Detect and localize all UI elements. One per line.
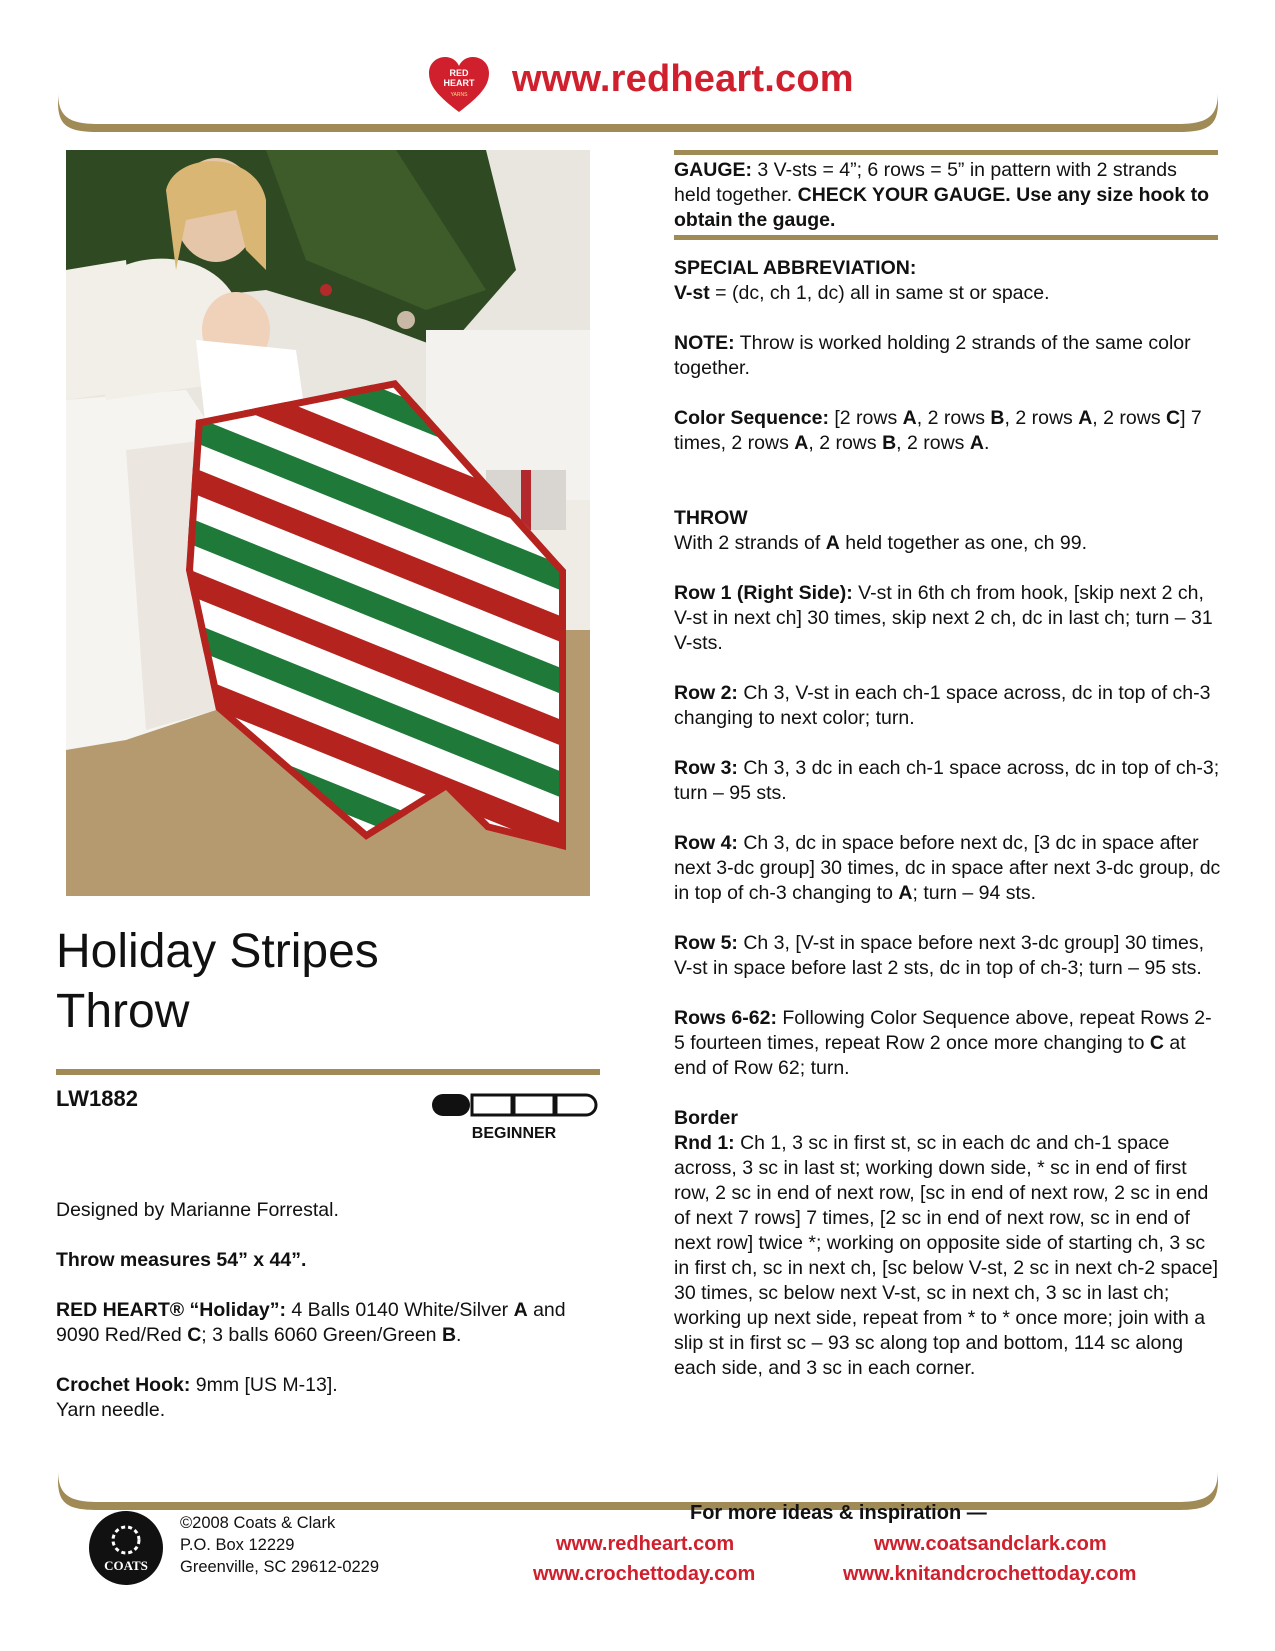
row-3: Row 3: Ch 3, 3 dc in each ch-1 space across, dc in top of ch-3; turn – 95 sts. [674,757,1220,804]
hook-info: Crochet Hook: 9mm [US M-13]. Yarn needle. [56,1374,338,1421]
gauge-top-rule [674,150,1218,155]
gauge-block: GAUGE: 3 V-sts = 4”; 6 rows = 5” in pattern with 2 strands held together. CHECK YOUR GAUGE. Use any size hook to obtain the gauge. [674,159,1209,231]
link-crochettoday[interactable]: www.crochettoday.com [533,1563,756,1585]
more-ideas-heading: For more ideas & inspiration — [690,1502,987,1524]
title-line-1: Holiday Stripes [56,925,379,978]
link-knitandcrochettoday[interactable]: www.knitandcrochettoday.com [843,1563,1137,1585]
address-line-1: ©2008 Coats & Clark [180,1514,336,1532]
skill-level-label: BEGINNER [471,1125,557,1142]
throw-measures: Throw measures 54” x 44”. [56,1249,307,1271]
coats-logo[interactable] [88,1510,164,1586]
materials-block [56,1198,596,1448]
header-gold-band [58,92,1218,132]
coats-logo-text: COATS [104,1558,148,1573]
special-abbreviation: SPECIAL ABBREVIATION: V-st = (dc, ch 1, dc) all in same st or space. [674,257,1050,304]
throw-section: THROW With 2 strands of A held together as one, ch 99. [674,507,1088,554]
link-coatsandclark[interactable]: www.coatsandclark.com [874,1533,1107,1555]
company-address [180,1512,379,1578]
note: NOTE: Throw is worked holding 2 strands of the same color together. [674,332,1191,379]
address-line-3: Greenville, SC 29612-0229 [180,1558,380,1576]
row-4: Row 4: Ch 3, dc in space before next dc, [3 dc in space after next 3-dc group] 30 times, dc in space after next 3-dc group, dc in top of ch-3 changing to A; turn – 94 sts. [674,832,1221,904]
title-divider [56,1069,600,1075]
logo-text-red: RED [449,68,469,78]
rows-6-62: Rows 6-62: Following Color Sequence above, repeat Rows 2-5 fourteen times, repeat Row 2 once more changing to C at end of Row 62; turn. [674,1007,1212,1079]
instructions [674,256,1222,1406]
footer-gold-band [58,1470,1218,1510]
designer-credit: Designed by Marianne Forrestal. [56,1199,339,1221]
row-2: Row 2: Ch 3, V-st in each ch-1 space across, dc in top of ch-3 changing to next color; turn. [674,682,1211,729]
logo-text-yarns: YARNS [450,92,468,98]
throw-photo [66,150,590,896]
link-redheart[interactable]: www.redheart.com [556,1533,735,1555]
site-url-link[interactable]: www.redheart.com [512,58,854,100]
gauge-bottom-rule [674,235,1218,240]
yarn-needle: Yarn needle. [56,1399,166,1421]
row-1: Row 1 (Right Side): V-st in 6th ch from hook, [skip next 2 ch, V-st in next ch] 30 times, skip next 2 ch, dc in last ch; turn – 31 V-sts. [674,582,1213,654]
pattern-code: LW1882 [56,1086,138,1111]
address-line-2: P.O. Box 12229 [180,1536,295,1554]
row-5: Row 5: Ch 3, [V-st in space before next 3-dc group] 30 times, V-st in space before last 2 sts, dc in top of ch-3; turn – 95 sts. [674,932,1204,979]
pattern-title [56,922,379,1042]
skill-level-icon [428,1092,600,1146]
color-sequence: Color Sequence: [2 rows A, 2 rows B, 2 rows A, 2 rows C] 7 times, 2 rows A, 2 rows B, 2 rows A. [674,407,1202,454]
logo-text-heart: HEART [443,78,475,88]
yarn-info: RED HEART® “Holiday”: 4 Balls 0140 White/Silver A and 9090 Red/Red C; 3 balls 6060 Green/Green B. [56,1299,566,1346]
title-line-2: Throw [56,985,190,1038]
border-section: Border Rnd 1: Ch 1, 3 sc in first st, sc in each dc and ch-1 space across, 3 sc in last st; working down side, * sc in end of first row, 2 sc in end of next row, [sc in end of next row, 2 sc in end of next 7 rows] 7 times, [2 sc in end of next row, sc in end of next row] twice *; working on opposite side of starting ch, 3 sc in first ch, sc in next ch, [sc below V-st, 2 sc in next ch-2 space] 30 times, sc below next V-st, sc in next ch, 3 sc in last ch; working up next side, repeat from * to * once more; join with a slip st in first sc – 93 sc along top and bottom, 114 sc along each side, and 3 sc in each corner. [674,1107,1219,1379]
